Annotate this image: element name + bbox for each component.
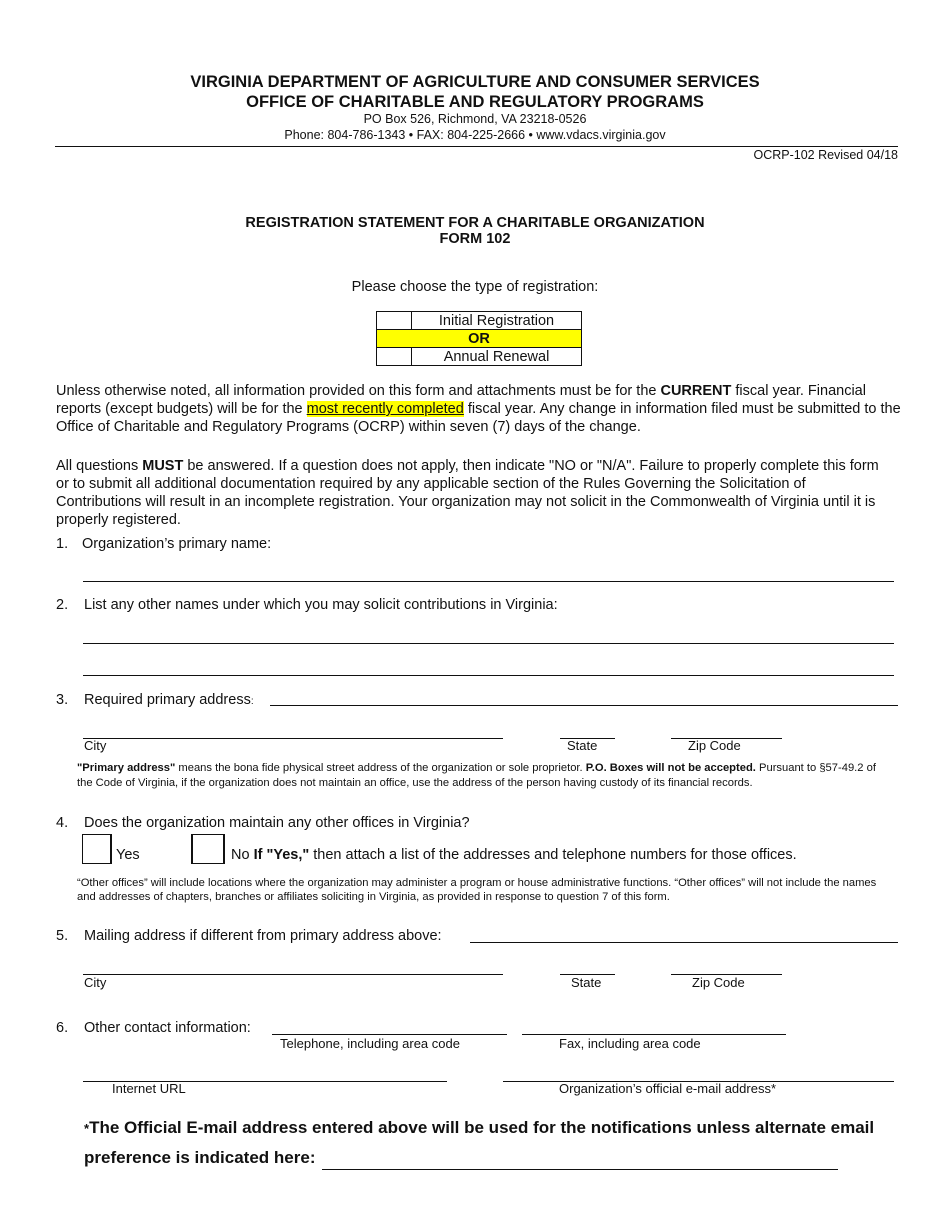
q6-fax-field[interactable] xyxy=(522,1034,786,1035)
form-number: FORM 102 xyxy=(439,231,511,247)
q5-number: 5. xyxy=(56,928,69,944)
agency-name: VIRGINIA DEPARTMENT OF AGRICULTURE AND CONSUMER SERVICES xyxy=(190,73,760,91)
q5-zip-label: Zip Code xyxy=(692,975,745,990)
initial-registration-label: Initial Registration xyxy=(438,313,555,329)
q6-label: Other contact information: xyxy=(84,1020,251,1036)
annual-renewal-row xyxy=(377,348,581,365)
registration-type-prompt: Please choose the type of registration: xyxy=(351,279,599,295)
q1-label: Organization’s primary name: xyxy=(82,536,272,552)
q6-telephone-field[interactable] xyxy=(272,1034,507,1035)
initial-registration-checkbox[interactable] xyxy=(377,312,412,329)
q3-city-label: City xyxy=(84,738,107,753)
q2-number: 2. xyxy=(56,597,69,613)
header-divider xyxy=(55,146,898,147)
other-offices-note: “Other offices” will include locations where the organization may administer a program or house administrative functions. “Other offices” will not include the names and addresses of chapters, branches or affiliates soliciting in Virginia, as provided in response to question 7 of this form. xyxy=(77,877,877,903)
registration-type-table xyxy=(376,311,582,366)
form-revision: OCRP-102 Revised 04/18 xyxy=(753,148,898,162)
q4-number: 4. xyxy=(56,815,69,831)
official-email-note: *The Official E-mail address entered above will be used for the notifications unless alternate email xyxy=(84,1118,875,1137)
q6-fax-label: Fax, including area code xyxy=(559,1036,701,1051)
form-title: REGISTRATION STATEMENT FOR A CHARITABLE ORGANIZATION xyxy=(245,215,705,231)
q4-no-checkbox[interactable] xyxy=(191,834,225,864)
highlighted-phrase: most recently completed xyxy=(306,401,464,417)
q3-state-label: State xyxy=(567,738,598,753)
q4-label: Does the organization maintain any other offices in Virginia? xyxy=(84,815,470,831)
q6-url-label: Internet URL xyxy=(112,1081,186,1096)
q6-telephone-label: Telephone, including area code xyxy=(280,1036,460,1051)
office-name: OFFICE OF CHARITABLE AND REGULATORY PROGRAMS xyxy=(246,93,704,111)
q3-number: 3. xyxy=(56,692,69,708)
q5-city-field[interactable] xyxy=(83,974,503,975)
or-separator: OR xyxy=(377,330,581,348)
primary-address-note: "Primary address" means the bona fide physical street address of the organization or sole proprietor. P.O. Boxes will not be accepted. Pursuant to §57-49.2 of the Code of Virginia, if the organization does not maintain an office, use the address of the person having custody of its financial records. xyxy=(77,762,876,789)
q2-other-names-field-2[interactable] xyxy=(83,675,894,676)
q3-street-field[interactable] xyxy=(270,705,898,706)
q5-label: Mailing address if different from primary address above: xyxy=(84,928,442,944)
q6-email-label: Organization’s official e-mail address* xyxy=(559,1081,777,1096)
annual-renewal-checkbox[interactable] xyxy=(377,348,412,365)
alternate-email-field[interactable] xyxy=(322,1169,838,1170)
q4-no-label: No If "Yes," then attach a list of the addresses and telephone numbers for those offices. xyxy=(231,847,797,863)
q4-yes-checkbox[interactable] xyxy=(82,834,112,864)
q3-label: Required primary address: xyxy=(84,692,254,708)
annual-renewal-label: Annual Renewal xyxy=(443,349,550,365)
q5-street-field[interactable] xyxy=(470,942,898,943)
intro-paragraph-1: Unless otherwise noted, all information provided on this form and attachments must be for the CURRENT fiscal year. Financial reports (except budgets) will be for the most recently completed fiscal year. Any change in information filed must be submitted to the Office of Charitable and Regulatory Programs (OCRP) within seven (7) days of the change. xyxy=(56,383,901,435)
intro-paragraph-2: All questions MUST be answered. If a question does not apply, then indicate "NO or "N/A". Failure to properly complete this form or to submit all additional documentation required by any applicable section of the Rules Governing the Solicitation of Contributions will result in an incomplete registration. Your organization may not solicit in the Commonwealth of Virginia until it is properly registered. xyxy=(56,458,879,528)
q1-number: 1. xyxy=(56,536,69,552)
agency-contact: Phone: 804-786-1343 • FAX: 804-225-2666 • www.vdacs.virginia.gov xyxy=(284,128,666,142)
agency-address: PO Box 526, Richmond, VA 23218-0526 xyxy=(363,112,587,126)
q4-yes-label: Yes xyxy=(116,847,140,863)
q3-zip-label: Zip Code xyxy=(688,738,741,753)
q3-city-field[interactable] xyxy=(83,738,503,739)
initial-registration-row xyxy=(377,312,581,330)
q1-name-field[interactable] xyxy=(83,581,894,582)
alternate-email-label: preference is indicated here: xyxy=(84,1148,316,1167)
q2-label: List any other names under which you may solicit contributions in Virginia: xyxy=(84,597,558,613)
q5-state-label: State xyxy=(571,975,602,990)
q5-city-label: City xyxy=(84,975,107,990)
q2-other-names-field-1[interactable] xyxy=(83,643,894,644)
q6-number: 6. xyxy=(56,1020,69,1036)
